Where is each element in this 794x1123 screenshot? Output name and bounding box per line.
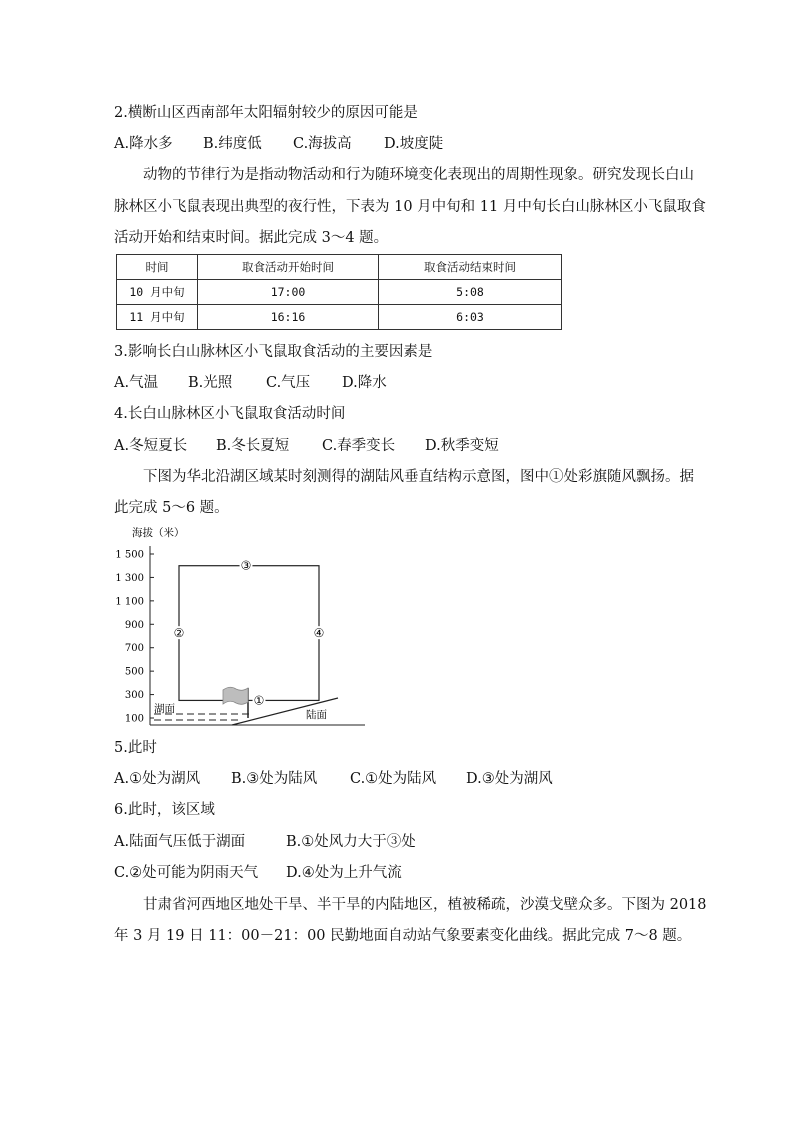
passage-1-line-1: 动物的节律行为是指动物活动和行为随环境变化表现出的周期性现象。研究发现长白山 [143, 167, 694, 183]
lake-label: 湖面 [154, 703, 175, 715]
option-b: B.①处风力大于③处 [286, 834, 416, 850]
option-d: D.秋季变短 [425, 438, 499, 454]
option-b: B.冬长夏短 [216, 438, 290, 454]
option-a: A.冬短夏长 [114, 438, 188, 454]
passage-3-line-2: 年 3 月 19 日 11：00－21：00 民勤地面自动站气象要素变化曲线。据此完成 7～8 题。 [114, 928, 692, 944]
option-b: B.③处为陆风 [231, 771, 318, 787]
question-3-stem: 3.影响长白山脉林区小飞鼠取食活动的主要因素是 [114, 344, 433, 360]
y-ticks [115, 550, 154, 725]
option-d: D.③处为湖风 [466, 771, 553, 787]
lake-land-breeze-diagram [110, 522, 380, 734]
circulation-loop [179, 566, 319, 701]
option-b: B.纬度低 [203, 136, 262, 152]
option-b: B.光照 [188, 375, 233, 391]
option-a: A.气温 [114, 375, 159, 391]
passage-2-line-1: 下图为华北沿湖区域某时刻测得的湖陆风垂直结构示意图，图中①处彩旗随风飘扬。据 [143, 469, 694, 485]
option-c: C.海拔高 [293, 136, 352, 152]
option-a: A.降水多 [114, 136, 173, 152]
y-tick-label: 100 [124, 713, 144, 725]
y-tick [115, 596, 154, 607]
question-2-options [114, 134, 714, 154]
y-tick-label: 1 100 [115, 596, 144, 608]
option-c: C.①处为陆风 [350, 771, 437, 787]
flag-icon [223, 687, 248, 704]
y-axis-label: 海拔（米） [132, 527, 185, 539]
marker-1: ① [253, 693, 265, 708]
table-cell: 16:16 [198, 305, 379, 330]
table-cell: 5:08 [379, 280, 562, 305]
passage-3-line-1: 甘肃省河西地区地处干旱、半干旱的内陆地区，植被稀疏，沙漠戈壁众多。下图为 2018 [143, 897, 707, 913]
passage-1-line-3: 活动开始和结束时间。据此完成 3～4 题。 [114, 230, 389, 246]
question-2-stem: 2.横断山区西南部年太阳辐射较少的原因可能是 [114, 105, 418, 121]
option-c: C.气压 [266, 375, 311, 391]
table-cell: 6:03 [379, 305, 562, 330]
table-header-row [117, 255, 562, 280]
question-6-stem: 6.此时，该区域 [114, 802, 215, 818]
table-header: 时间 [117, 255, 198, 280]
question-5-options [114, 769, 714, 789]
question-5-stem: 5.此时 [114, 740, 157, 756]
option-c: C.春季变长 [322, 438, 396, 454]
table-row [117, 305, 562, 330]
y-tick [115, 573, 154, 584]
feeding-time-table [116, 254, 562, 330]
y-tick-label: 1 300 [115, 572, 144, 584]
option-d: D.④处为上升气流 [286, 865, 402, 881]
table-header: 取食活动结束时间 [379, 255, 562, 280]
y-tick-label: 500 [124, 666, 144, 678]
table-header: 取食活动开始时间 [198, 255, 379, 280]
option-a: A.陆面气压低于湖面 [114, 834, 246, 850]
y-tick-label: 1 500 [115, 549, 144, 561]
marker-4: ④ [313, 626, 325, 641]
option-a: A.①处为湖风 [114, 771, 201, 787]
table-cell: 17:00 [198, 280, 379, 305]
option-d: D.降水 [342, 375, 387, 391]
option-d: D.坡度陡 [384, 136, 444, 152]
y-tick-label: 700 [124, 643, 144, 655]
table-cell: 11 月中旬 [117, 305, 198, 330]
y-tick-label: 300 [124, 690, 144, 702]
question-4-stem: 4.长白山脉林区小飞鼠取食活动时间 [114, 406, 346, 422]
question-6-options-row-2 [114, 863, 714, 883]
y-tick-label: 900 [124, 619, 144, 631]
question-6-options-row-1 [114, 832, 714, 852]
passage-2-line-2: 此完成 5～6 题。 [114, 500, 229, 516]
marker-2: ② [173, 626, 185, 641]
question-4-options [114, 436, 714, 456]
table-row [117, 280, 562, 305]
land-label: 陆面 [306, 709, 327, 721]
marker-3: ③ [240, 558, 252, 573]
question-3-options [114, 373, 714, 393]
y-tick [115, 550, 154, 561]
table-cell: 10 月中旬 [117, 280, 198, 305]
option-c: C.②处可能为阴雨天气 [114, 865, 259, 881]
passage-1-line-2: 脉林区小飞鼠表现出典型的夜行性，下表为 10 月中旬和 11 月中旬长白山脉林区小飞鼠取食 [114, 199, 706, 215]
